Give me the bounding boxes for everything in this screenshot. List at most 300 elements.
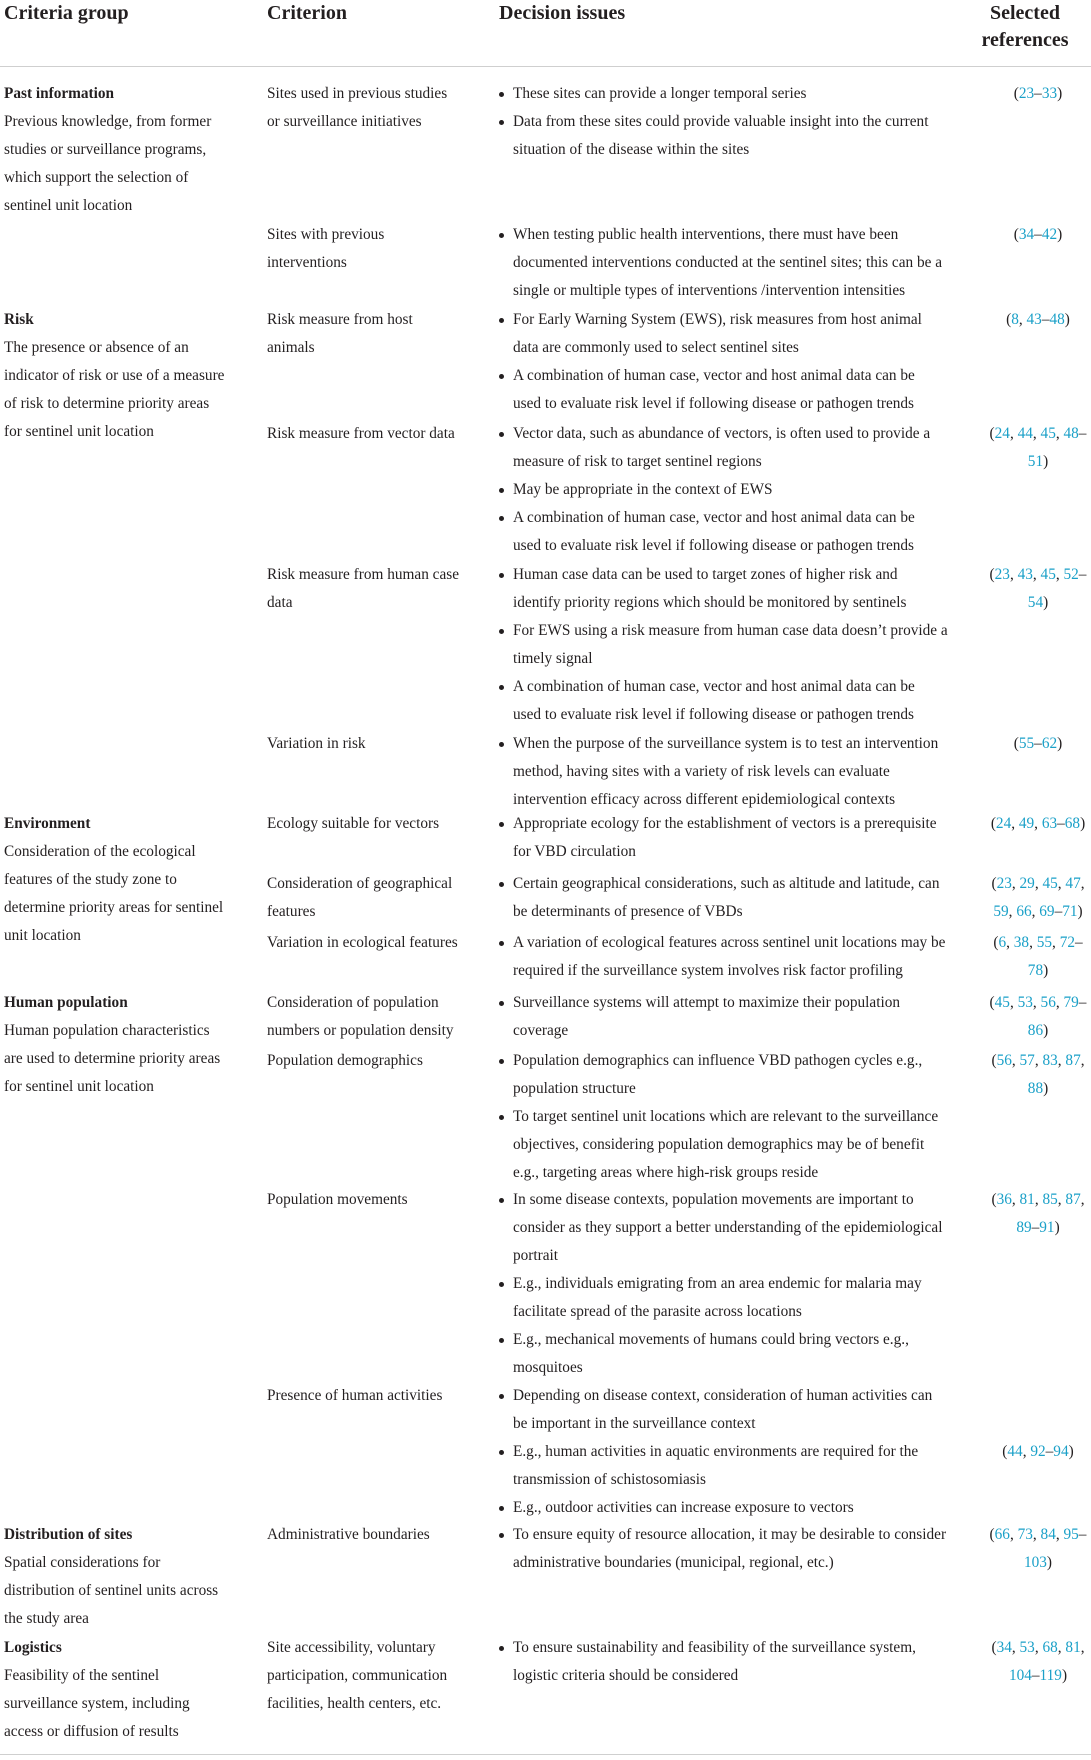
group-title: Logistics (4, 1639, 62, 1656)
reference-punct: – (1041, 311, 1050, 328)
issue-line: used to evaluate risk level if following disease or pathogen trends (513, 537, 915, 554)
reference-punct: , (1011, 1052, 1020, 1069)
issue-line: Appropriate ecology for the establishment of vectors is a prerequisite (513, 815, 937, 832)
group-description-line: for sentinel unit location (4, 423, 154, 440)
reference-punct: , (1011, 1191, 1020, 1208)
issue-bullet (499, 504, 969, 560)
reference-punct: – (1031, 1219, 1040, 1236)
criterion-line: participation, communication (267, 1667, 448, 1684)
group-description-line: The presence or absence of an (4, 339, 189, 356)
reference-punct: , (1018, 311, 1027, 328)
criterion-line: or surveillance initiatives (267, 113, 422, 130)
reference-link[interactable]: 85 (1042, 1191, 1058, 1208)
reference-link[interactable]: 87 (1065, 1191, 1081, 1208)
refs-r10 (988, 989, 1088, 1045)
reference-punct: , (1009, 994, 1018, 1011)
reference-link[interactable]: 92 (1030, 1443, 1046, 1460)
reference-link[interactable]: 56 (996, 1052, 1012, 1069)
issue-line: administrative boundaries (municipal, regional, etc.) (513, 1554, 834, 1571)
group-title: Environment (4, 815, 91, 832)
reference-punct: , (1032, 425, 1041, 442)
reference-punct: ) (1054, 1219, 1060, 1236)
reference-punct: , (1057, 1639, 1066, 1656)
issue-line: e.g., targeting areas where high-risk groups reside (513, 1164, 819, 1181)
criterion-r12 (267, 1186, 482, 1214)
criterion-r10 (267, 989, 482, 1045)
issue-bullet (499, 420, 969, 476)
issue-bullet (499, 1521, 969, 1577)
issue-line: documented interventions conducted at the sentinel sites; this can be a (513, 254, 943, 271)
issues-r3 (499, 306, 969, 418)
issue-line: Depending on disease context, consideration of human activities can (513, 1387, 933, 1404)
issue-bullet (499, 221, 969, 305)
issue-bullet (499, 1270, 969, 1326)
reference-link[interactable]: 44 (1007, 1443, 1023, 1460)
reference-punct: ) (1043, 962, 1049, 979)
header-decision-issues: Decision issues (499, 2, 626, 24)
reference-link[interactable]: 104 (1008, 1667, 1032, 1684)
criterion-r11 (267, 1047, 482, 1075)
criterion-line: Risk measure from host (267, 311, 413, 328)
group-distribution-of-sites (4, 1521, 244, 1633)
reference-link[interactable]: 45 (994, 994, 1010, 1011)
reference-line (988, 589, 1088, 617)
issue-line: single or multiple types of interventions /intervention intensities (513, 282, 906, 299)
criterion-r4 (267, 420, 482, 448)
reference-punct: , (1006, 934, 1014, 951)
issue-line: consider as they support a better understanding of the epidemiological (513, 1219, 943, 1236)
issue-bullet (499, 476, 969, 504)
issues-r7 (499, 810, 969, 866)
reference-punct: , (1009, 425, 1018, 442)
reference-link[interactable]: 62 (1041, 735, 1058, 752)
reference-line (988, 898, 1088, 926)
issue-line: When the purpose of the surveillance system is to test an intervention (513, 735, 939, 752)
reference-punct: , (1055, 566, 1064, 583)
reference-punct: – (1031, 1667, 1040, 1684)
reference-link[interactable]: 24 (994, 425, 1010, 442)
issues-r1 (499, 80, 969, 164)
criterion-line: Site accessibility, voluntary (267, 1639, 436, 1656)
reference-line (988, 810, 1088, 838)
table-header (0, 0, 1091, 67)
issue-line: identify priority regions which should be monitored by sentinels (513, 594, 907, 611)
reference-punct: , (1032, 566, 1041, 583)
criterion-r3 (267, 306, 482, 362)
reference-link[interactable]: 103 (1023, 1554, 1047, 1571)
group-past-information (4, 80, 244, 220)
reference-link[interactable]: 72 (1059, 934, 1075, 951)
reference-link[interactable]: 23 (996, 875, 1012, 892)
reference-link[interactable]: 55 (1018, 735, 1035, 752)
reference-punct: , (1034, 815, 1042, 832)
reference-line (988, 561, 1088, 589)
issue-line: E.g., outdoor activities can increase exposure to vectors (513, 1499, 854, 1516)
reference-punct: , (1009, 566, 1018, 583)
reference-link[interactable]: 8 (1011, 311, 1019, 328)
issue-line: Data from these sites could provide valuable insight into the current (513, 113, 929, 130)
group-title: Past information (4, 85, 115, 102)
reference-link[interactable]: 91 (1039, 1219, 1055, 1236)
issues-r5 (499, 561, 969, 729)
reference-punct: ) (1057, 226, 1063, 243)
reference-line (988, 1214, 1088, 1242)
issue-line: In some disease contexts, population movements are important to (513, 1191, 914, 1208)
reference-punct: ) (1057, 85, 1063, 102)
criterion-line: Presence of human activities (267, 1387, 443, 1404)
reference-punct: ( (1013, 85, 1019, 102)
refs-r13 (988, 1438, 1088, 1466)
issue-line: E.g., individuals emigrating from an area endemic for malaria may (513, 1275, 922, 1292)
reference-link[interactable]: 53 (1017, 994, 1033, 1011)
group-description-line: which support the selection of (4, 169, 189, 186)
reference-punct: – (1074, 934, 1083, 951)
issue-line: facilitate spread of the parasite across locations (513, 1303, 802, 1320)
reference-link[interactable]: 49 (1018, 815, 1035, 832)
reference-punct: ) (1061, 1667, 1068, 1684)
reference-punct: – (1045, 1443, 1054, 1460)
reference-link[interactable]: 34 (996, 1639, 1012, 1656)
reference-link[interactable]: 63 (1041, 815, 1058, 832)
reference-punct: ( (990, 815, 996, 832)
issue-line: E.g., mechanical movements of humans could bring vectors e.g., (513, 1331, 909, 1348)
reference-punct: ( (989, 566, 995, 583)
reference-punct: – (1057, 815, 1065, 832)
group-description-line: the study area (4, 1610, 89, 1627)
reference-punct: , (1032, 994, 1041, 1011)
reference-punct: , (1011, 815, 1019, 832)
issue-line: For EWS using a risk measure from human case data doesn’t provide a (513, 622, 948, 639)
issue-line: objectives, considering population demographics may be of benefit (513, 1136, 925, 1153)
criterion-line: Variation in ecological features (267, 934, 458, 951)
reference-link[interactable]: 56 (1040, 994, 1056, 1011)
reference-link[interactable]: 43 (1017, 566, 1033, 583)
issue-line: To ensure sustainability and feasibility of the surveillance system, (513, 1639, 916, 1656)
group-title: Human population (4, 994, 128, 1011)
reference-punct: ( (989, 994, 995, 1011)
criterion-line: Population demographics (267, 1052, 423, 1069)
reference-line (988, 1186, 1088, 1214)
reference-punct: , (1080, 1191, 1085, 1208)
issue-line: These sites can provide a longer temporal series (513, 85, 807, 102)
reference-line (988, 420, 1088, 448)
reference-punct: ( (991, 1052, 997, 1069)
reference-link[interactable]: 43 (1026, 311, 1042, 328)
issue-bullet (499, 617, 969, 673)
reference-link[interactable]: 45 (1040, 566, 1056, 583)
group-description-line: surveillance system, including (4, 1695, 190, 1712)
issue-bullet (499, 1047, 969, 1103)
issue-bullet (499, 80, 969, 108)
reference-line (988, 1634, 1088, 1662)
reference-link[interactable]: 38 (1013, 934, 1030, 951)
reference-punct: – (1034, 226, 1042, 243)
reference-punct: , (1055, 425, 1064, 442)
group-description-line: determine priority areas for sentinel (4, 899, 224, 916)
issue-bullet (499, 1438, 969, 1494)
reference-link[interactable]: 66 (1016, 903, 1032, 920)
issue-line: used to evaluate risk level if following disease or pathogen trends (513, 395, 915, 412)
issue-line: When testing public health interventions, there must have been (513, 226, 899, 243)
refs-r9 (988, 929, 1088, 985)
criterion-r7 (267, 810, 482, 838)
reference-punct: , (1034, 1052, 1043, 1069)
issue-line: intervention efficacy across different epidemiological contexts (513, 791, 896, 808)
issue-line: mosquitoes (513, 1359, 583, 1376)
group-description-line: Human population characteristics (4, 1022, 210, 1039)
reference-link[interactable]: 71 (1062, 903, 1078, 920)
criterion-line: Consideration of geographical (267, 875, 453, 892)
reference-line (988, 989, 1088, 1017)
issue-line: May be appropriate in the context of EWS (513, 481, 773, 498)
reference-link[interactable]: 54 (1027, 594, 1044, 611)
issues-r11 (499, 1047, 969, 1187)
reference-link[interactable]: 55 (1036, 934, 1053, 951)
criterion-line: Risk measure from human case (267, 566, 460, 583)
reference-punct: , (1008, 903, 1017, 920)
group-description-line: access or diffusion of results (4, 1723, 179, 1740)
reference-link[interactable]: 24 (995, 815, 1012, 832)
reference-punct: , (1011, 1639, 1020, 1656)
reference-punct: , (1034, 1639, 1043, 1656)
reference-punct: ) (1043, 594, 1049, 611)
reference-link[interactable]: 33 (1041, 85, 1058, 102)
issue-line: Human case data can be used to target zones of higher risk and (513, 566, 898, 583)
refs-r1 (988, 80, 1088, 108)
group-description-line: Consideration of the ecological (4, 843, 196, 860)
reference-punct: – (1034, 85, 1042, 102)
group-description-line: unit location (4, 927, 81, 944)
group-environment (4, 810, 244, 950)
issue-line: To ensure equity of resource allocation, it may be desirable to consider (513, 1526, 947, 1543)
header-criterion: Criterion (267, 2, 347, 24)
issues-r12 (499, 1186, 969, 1382)
reference-line (988, 730, 1088, 758)
reference-line (988, 221, 1088, 249)
criterion-r15 (267, 1634, 482, 1718)
reference-punct: , (1080, 1052, 1085, 1069)
reference-punct: ) (1046, 1554, 1053, 1571)
reference-punct: ( (1013, 226, 1019, 243)
reference-link[interactable]: 6 (998, 934, 1007, 951)
group-description-line: studies or surveillance programs, (4, 141, 207, 158)
issues-r13 (499, 1382, 969, 1522)
reference-line (988, 306, 1088, 334)
reference-link[interactable]: 73 (1017, 1526, 1033, 1543)
criterion-r13 (267, 1382, 482, 1410)
refs-r2 (988, 221, 1088, 249)
reference-link[interactable]: 81 (1065, 1639, 1081, 1656)
issue-line: Surveillance systems will attempt to maximize their population (513, 994, 901, 1011)
reference-line (988, 1047, 1088, 1075)
issue-line: data are commonly used to select sentinel sites (513, 339, 799, 356)
criterion-line: Consideration of population (267, 994, 439, 1011)
issue-line: E.g., human activities in aquatic environments are required for the (513, 1443, 919, 1460)
reference-punct: ) (1077, 903, 1083, 920)
refs-r14 (988, 1521, 1088, 1577)
issue-bullet (499, 810, 969, 866)
reference-link[interactable]: 45 (1040, 425, 1056, 442)
reference-link[interactable]: 51 (1027, 453, 1044, 470)
reference-punct: ( (989, 425, 995, 442)
reference-line (988, 1075, 1088, 1103)
issue-line: timely signal (513, 650, 593, 667)
criterion-line: data (267, 594, 293, 611)
reference-link[interactable]: 59 (993, 903, 1009, 920)
issue-line: population structure (513, 1080, 636, 1097)
reference-punct: , (1009, 1526, 1018, 1543)
reference-punct: , (1055, 994, 1064, 1011)
issue-line: transmission of schistosomiasis (513, 1471, 706, 1488)
reference-punct: , (1057, 1052, 1066, 1069)
issue-line: method, having sites with a variety of risk levels can evaluate (513, 763, 890, 780)
criterion-line: Risk measure from vector data (267, 425, 455, 442)
reference-punct: , (1034, 875, 1043, 892)
reference-link[interactable]: 69 (1039, 903, 1055, 920)
reference-link[interactable]: 81 (1019, 1191, 1035, 1208)
reference-line (988, 1438, 1088, 1466)
reference-line (988, 1549, 1088, 1577)
reference-link[interactable]: 45 (1042, 875, 1058, 892)
reference-punct: ( (989, 1526, 995, 1543)
reference-link[interactable]: 57 (1019, 1052, 1035, 1069)
criterion-line: features (267, 903, 316, 920)
refs-r12 (988, 1186, 1088, 1242)
issue-line: for VBD circulation (513, 843, 636, 860)
reference-punct: – (1078, 1526, 1087, 1543)
refs-r11 (988, 1047, 1088, 1103)
group-description-line: sentinel unit location (4, 197, 133, 214)
issue-line: To target sentinel unit locations which are relevant to the surveillance (513, 1108, 939, 1125)
reference-punct: – (1078, 566, 1087, 583)
reference-link[interactable]: 52 (1063, 566, 1079, 583)
reference-link[interactable]: 95 (1063, 1526, 1079, 1543)
reference-link[interactable]: 87 (1065, 1052, 1081, 1069)
refs-r4 (988, 420, 1088, 476)
reference-link[interactable]: 23 (1018, 85, 1035, 102)
header-ref-line2: references (981, 29, 1069, 51)
reference-punct: , (1057, 1191, 1066, 1208)
issue-bullet (499, 1326, 969, 1382)
group-description-line: for sentinel unit location (4, 1078, 154, 1095)
refs-r8 (988, 870, 1088, 926)
issue-line: logistic criteria should be considered (513, 1667, 739, 1684)
reference-link[interactable]: 53 (1019, 1639, 1035, 1656)
reference-line (988, 957, 1088, 985)
group-description-line: Feasibility of the sentinel (4, 1667, 160, 1684)
issue-bullet (499, 561, 969, 617)
issue-line: portrait (513, 1247, 559, 1264)
reference-link[interactable]: 68 (1064, 815, 1081, 832)
reference-link[interactable]: 88 (1027, 1080, 1044, 1097)
reference-link[interactable]: 34 (1018, 226, 1035, 243)
reference-punct: , (1029, 934, 1037, 951)
reference-punct: , (1057, 875, 1066, 892)
reference-link[interactable]: 48 (1049, 311, 1065, 328)
reference-punct: , (1034, 1191, 1043, 1208)
issue-line: A combination of human case, vector and host animal data can be (513, 367, 915, 384)
group-title: Risk (4, 311, 34, 328)
reference-punct: ( (1013, 735, 1019, 752)
reference-link[interactable]: 89 (1016, 1219, 1032, 1236)
issue-line: coverage (513, 1022, 569, 1039)
issue-bullet (499, 673, 969, 729)
issues-r9 (499, 929, 969, 985)
issue-line: situation of the disease within the sites (513, 141, 750, 158)
reference-link[interactable]: 48 (1063, 425, 1079, 442)
reference-link[interactable]: 42 (1041, 226, 1058, 243)
reference-link[interactable]: 86 (1027, 1022, 1044, 1039)
criterion-r5 (267, 561, 482, 617)
reference-punct: , (1080, 875, 1085, 892)
reference-link[interactable]: 79 (1063, 994, 1079, 1011)
reference-punct: ( (991, 875, 997, 892)
refs-r15 (988, 1634, 1088, 1690)
reference-punct: ) (1043, 1022, 1049, 1039)
criterion-line: Administrative boundaries (267, 1526, 430, 1543)
issue-line: required if the surveillance system involves risk factor profiling (513, 962, 903, 979)
issue-line: Population demographics can influence VBD pathogen cycles e.g., (513, 1052, 923, 1069)
criterion-line: Ecology suitable for vectors (267, 815, 440, 832)
issues-r14 (499, 1521, 969, 1577)
reference-line (988, 80, 1088, 108)
reference-link[interactable]: 44 (1017, 425, 1033, 442)
reference-punct: ( (991, 1639, 997, 1656)
issue-line: be determinants of presence of VBDs (513, 903, 743, 920)
reference-link[interactable]: 94 (1053, 1443, 1069, 1460)
reference-line (988, 448, 1088, 476)
group-description-line: distribution of sentinel units across (4, 1582, 219, 1599)
issue-line: For Early Warning System (EWS), risk measures from host animal (513, 311, 922, 328)
reference-link[interactable]: 47 (1065, 875, 1081, 892)
reference-link[interactable]: 66 (994, 1526, 1010, 1543)
reference-punct: , (1032, 1526, 1041, 1543)
reference-punct: , (1031, 903, 1040, 920)
reference-punct: ( (993, 934, 999, 951)
group-description-line: Spatial considerations for (4, 1554, 161, 1571)
reference-link[interactable]: 119 (1039, 1667, 1062, 1684)
reference-link[interactable]: 23 (994, 566, 1010, 583)
group-human-population (4, 989, 244, 1101)
reference-punct: ) (1080, 815, 1086, 832)
reference-punct: ) (1043, 1080, 1049, 1097)
criterion-line: interventions (267, 254, 347, 271)
issue-bullet (499, 870, 969, 926)
group-description-line: features of the study zone to (4, 871, 177, 888)
issues-r10 (499, 989, 969, 1045)
reference-line (988, 929, 1088, 957)
reference-link[interactable]: 29 (1019, 875, 1035, 892)
criterion-r6 (267, 730, 482, 758)
reference-link[interactable]: 36 (996, 1191, 1012, 1208)
issue-bullet (499, 1494, 969, 1522)
reference-line (988, 870, 1088, 898)
reference-link[interactable]: 78 (1027, 962, 1044, 979)
criterion-r1 (267, 80, 482, 136)
criterion-line: animals (267, 339, 315, 356)
reference-link[interactable]: 84 (1040, 1526, 1056, 1543)
issue-bullet (499, 362, 969, 418)
criterion-line: numbers or population density (267, 1022, 454, 1039)
header-selected-references (960, 0, 1090, 54)
reference-link[interactable]: 68 (1042, 1639, 1058, 1656)
reference-punct: , (1055, 1526, 1064, 1543)
criterion-line: Population movements (267, 1191, 408, 1208)
issue-bullet (499, 108, 969, 164)
criterion-line: facilities, health centers, etc. (267, 1695, 442, 1712)
reference-link[interactable]: 83 (1042, 1052, 1058, 1069)
reference-punct: ( (1002, 1443, 1008, 1460)
